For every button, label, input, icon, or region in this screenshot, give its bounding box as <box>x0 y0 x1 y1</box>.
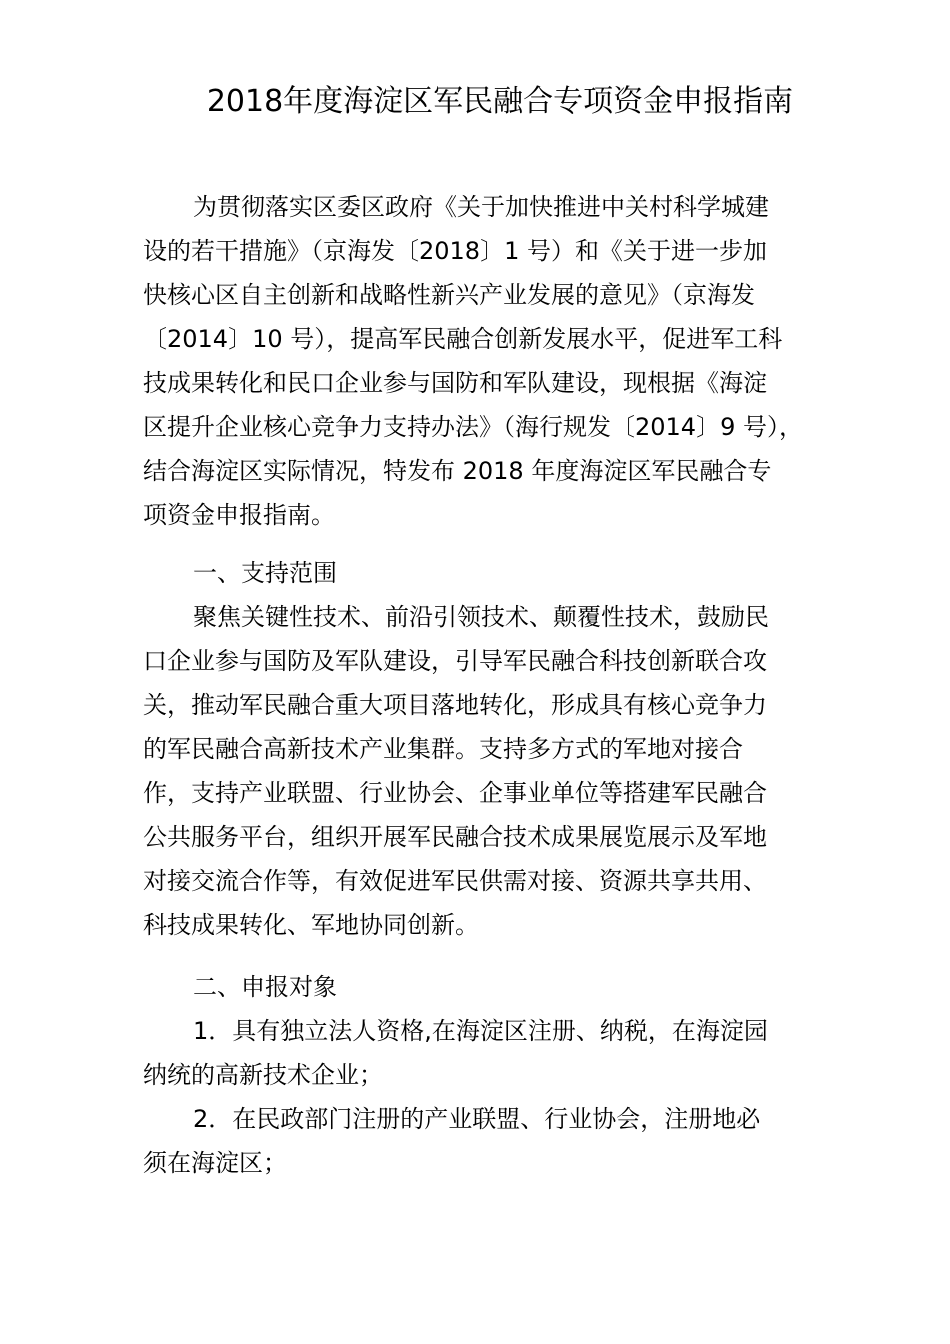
support-scope-paragraph <box>143 595 813 947</box>
intro-paragraph <box>143 185 813 537</box>
section-heading-applicants: 二、申报对象 <box>193 973 337 1001</box>
intro-line: 技成果转化和民口企业参与国防和军队建设，现根据《海淀 <box>143 369 767 397</box>
scope-line: 口企业参与国防及军队建设，引导军民融合科技创新联合攻 <box>143 647 767 675</box>
intro-line: 区提升企业核心竞争力支持办法》（海行规发〔2014〕9 号）， <box>143 413 803 441</box>
spacer <box>143 537 813 551</box>
document-body <box>143 185 813 1185</box>
applicant-item-2 <box>143 1097 813 1185</box>
spacer <box>143 947 813 965</box>
applicant-line: 须在海淀区； <box>143 1149 287 1177</box>
intro-line: 为贯彻落实区委区政府《关于加快推进中关村科学城建 <box>193 193 769 221</box>
scope-line: 作，支持产业联盟、行业协会、企事业单位等搭建军民融合 <box>143 779 767 807</box>
scope-line: 关，推动军民融合重大项目落地转化，形成具有核心竞争力 <box>143 691 767 719</box>
document-title: 2018年度海淀区军民融合专项资金申报指南 <box>206 84 794 119</box>
intro-line: 设的若干措施》（京海发〔2018〕1 号）和《关于进一步加 <box>143 237 767 265</box>
intro-line: 快核心区自主创新和战略性新兴产业发展的意见》（京海发 <box>143 281 755 309</box>
applicant-line: 2．在民政部门注册的产业联盟、行业协会，注册地必 <box>193 1105 761 1133</box>
scope-line: 聚焦关键性技术、前沿引领技术、颠覆性技术，鼓励民 <box>193 603 769 631</box>
section-heading-support-scope: 一、支持范围 <box>193 559 337 587</box>
applicant-line: 纳统的高新技术企业； <box>143 1061 383 1089</box>
intro-line: 〔2014〕10 号），提高军民融合创新发展水平，促进军工科 <box>143 325 783 353</box>
scope-line: 的军民融合高新技术产业集群。支持多方式的军地对接合 <box>143 735 743 763</box>
intro-line: 项资金申报指南。 <box>143 501 335 529</box>
applicant-line: 1．具有独立法人资格,在海淀区注册、纳税，在海淀园 <box>193 1017 768 1045</box>
intro-line: 结合海淀区实际情况，特发布 2018 年度海淀区军民融合专 <box>143 457 772 485</box>
scope-line: 公共服务平台，组织开展军民融合技术成果展览展示及军地 <box>143 823 767 851</box>
scope-line: 科技成果转化、军地协同创新。 <box>143 911 479 939</box>
applicant-item-1 <box>143 1009 813 1097</box>
scope-line: 对接交流合作等，有效促进军民供需对接、资源共享共用、 <box>143 867 767 895</box>
